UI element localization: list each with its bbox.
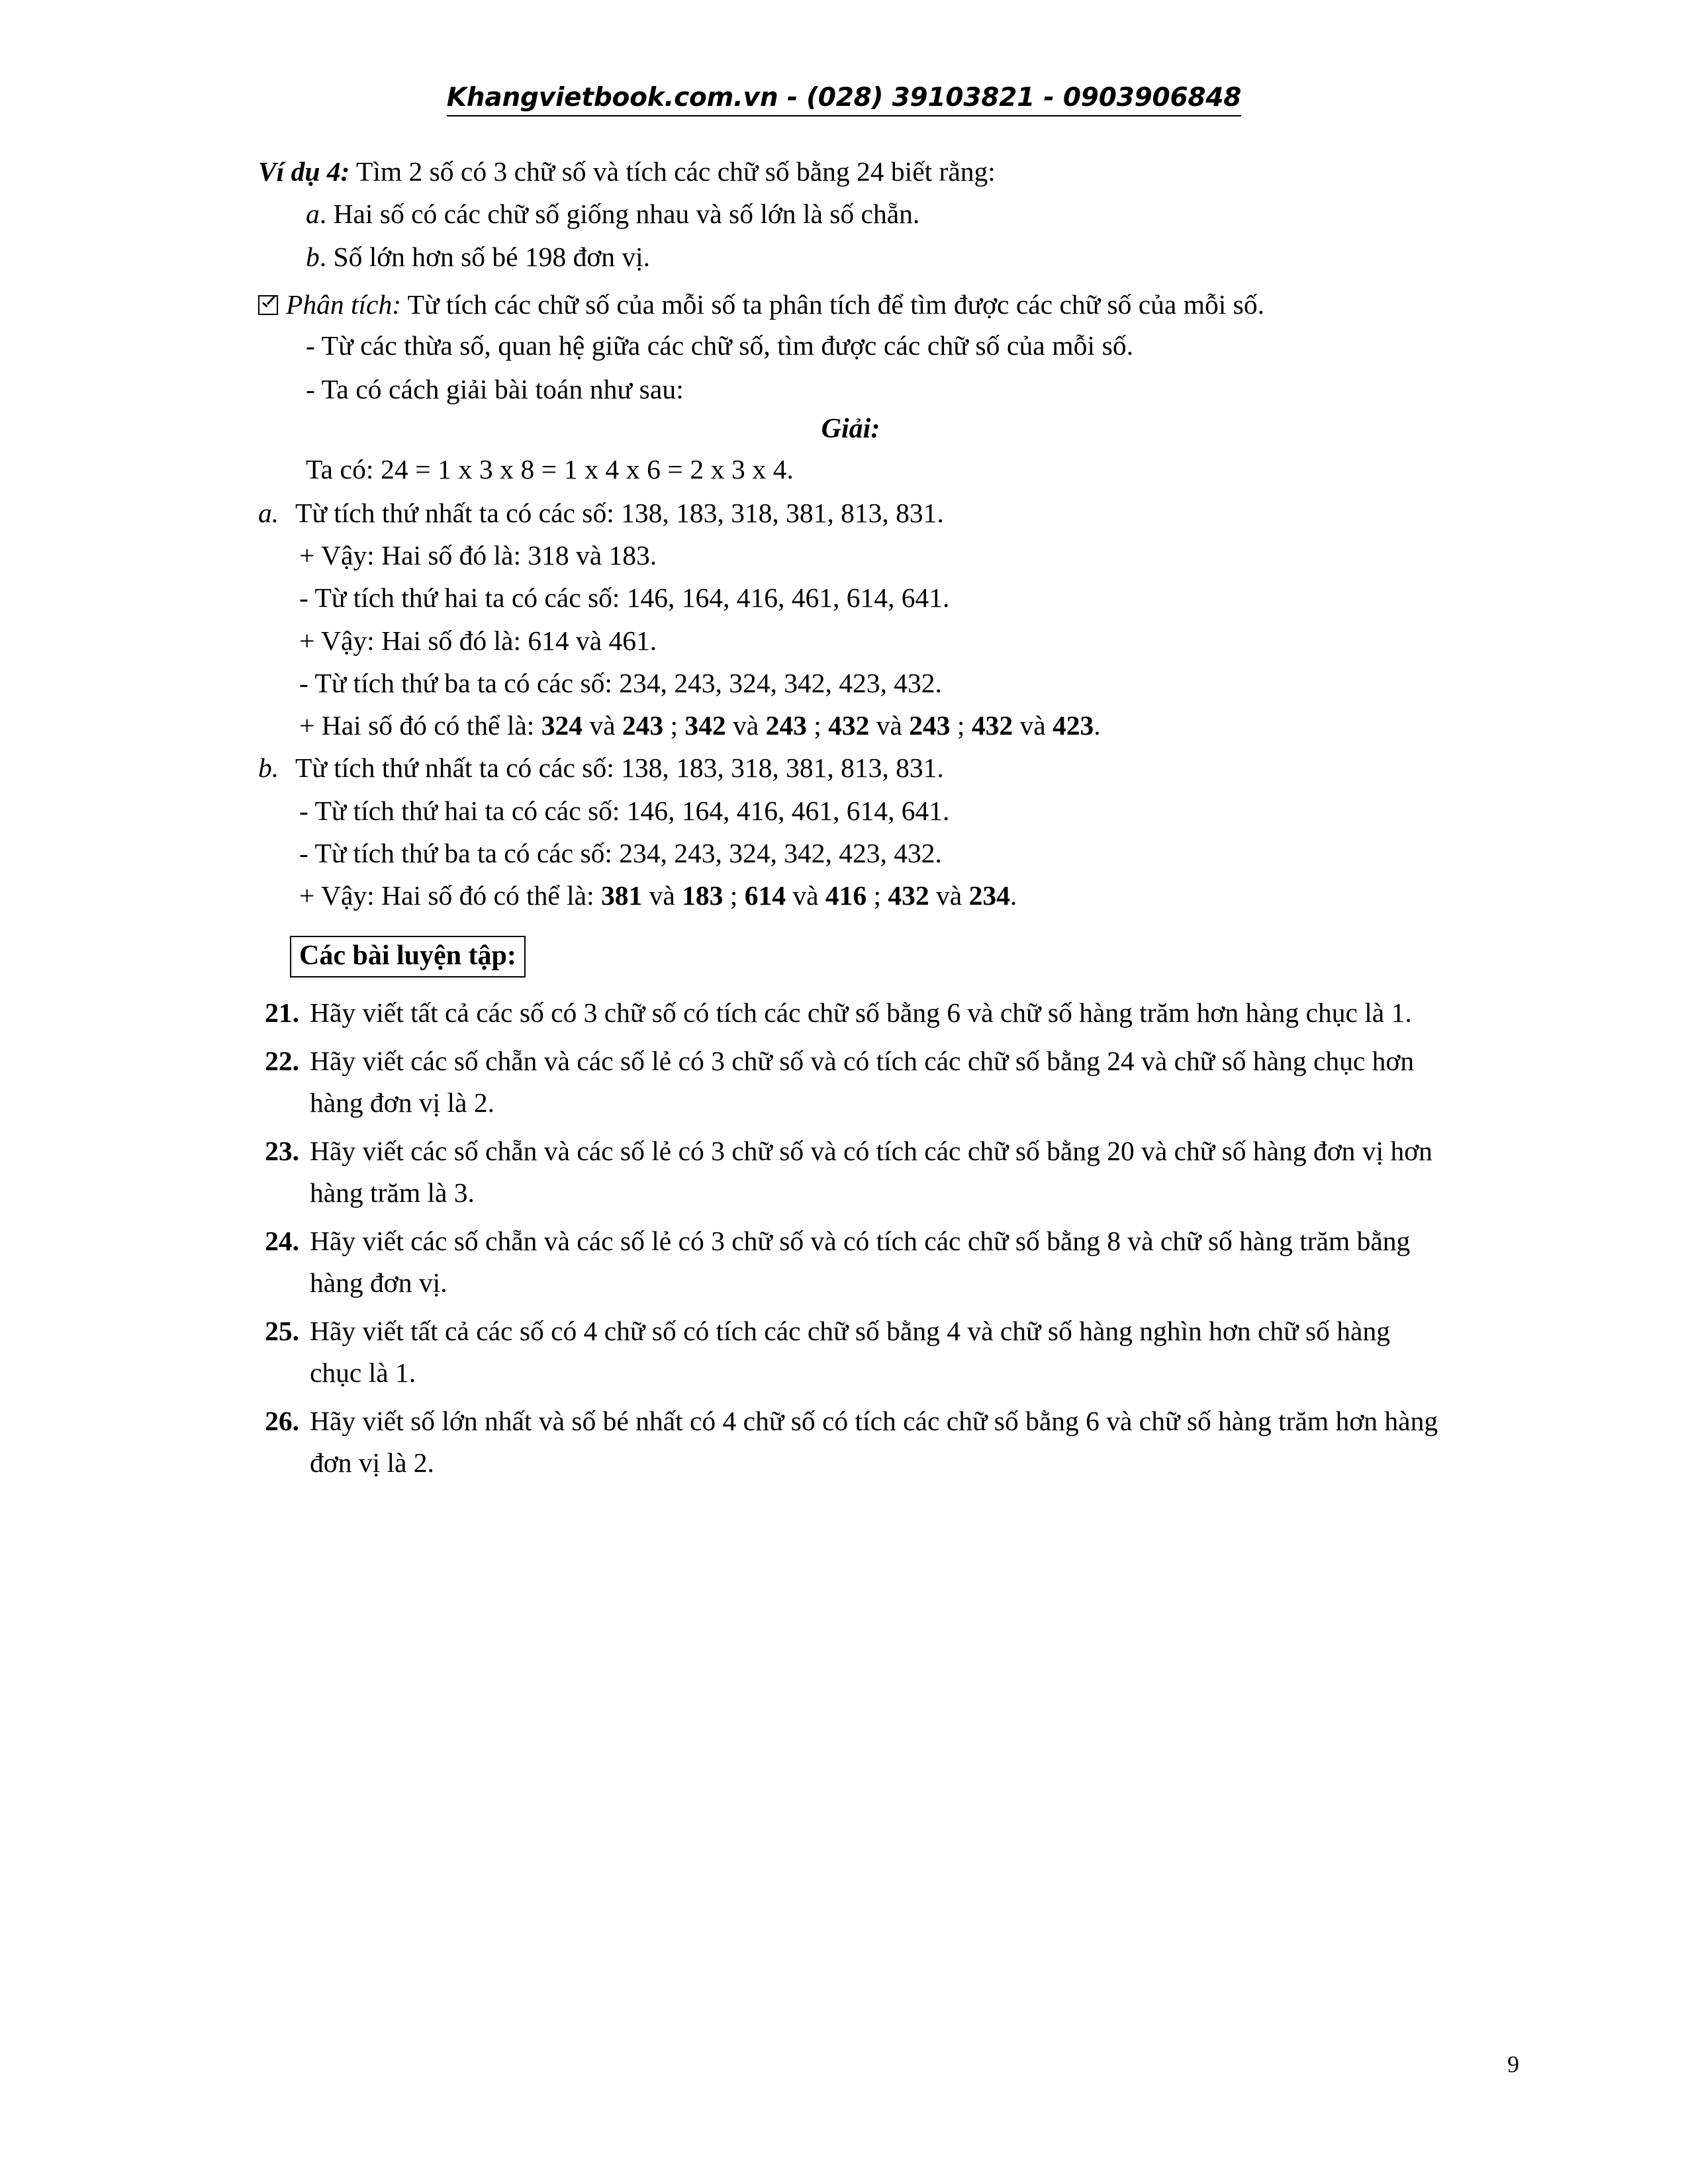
- list-item: [258, 992, 1443, 1034]
- exercise-number: 23.: [265, 1135, 299, 1166]
- list-item: [258, 1040, 1443, 1124]
- solution-a-pair-4-sep: và: [1013, 710, 1053, 741]
- solution-a-result: [258, 705, 1443, 746]
- solution-a-line-2: - Từ tích thứ hai ta có các số: 146, 164, 416, 461, 614, 641.: [299, 582, 950, 614]
- solution-b-pair-1-a: 381: [601, 880, 643, 911]
- solution-a-pair-1-b: 243: [622, 710, 664, 741]
- solution-a-line-1: + Vậy: Hai số đó là: 318 và 183.: [299, 540, 657, 570]
- analysis-text: Từ tích các chữ số của mỗi số ta phân tích để tìm được các chữ số của mỗi số.: [401, 289, 1264, 320]
- analysis-label: Phân tích:: [286, 289, 402, 320]
- exercise-number: 21.: [265, 997, 299, 1028]
- exercise-number: 22.: [265, 1045, 299, 1076]
- example-label: Ví dụ 4:: [258, 156, 350, 187]
- solution-b-pair-1-sep: và: [642, 880, 682, 911]
- solution-part-b: [258, 747, 1443, 788]
- solution-b-pair-3-a: 432: [888, 880, 929, 911]
- solution-part-a-label: a.: [258, 497, 279, 528]
- exercise-number: 25.: [265, 1316, 299, 1347]
- solution-a-sep-1: ;: [663, 710, 685, 741]
- solution-a-sep-3: ;: [950, 710, 972, 741]
- page-number: 9: [1507, 2051, 1519, 2077]
- solution-b-pair-2-b: 416: [825, 880, 867, 911]
- solution-b-result: [258, 875, 1443, 916]
- example-prompt: Tìm 2 số có 3 chữ số và tích các chữ số bằng 24 biết rằng:: [350, 156, 996, 187]
- solution-title: Giải:: [821, 413, 880, 444]
- solution-part-b-first: Từ tích thứ nhất ta có các số: 138, 183, 318, 381, 813, 831.: [295, 752, 944, 784]
- solution-a-pair-2-a: 342: [684, 710, 726, 741]
- example-part-b-text: . Số lớn hơn số bé 198 đơn vị.: [319, 241, 651, 272]
- example-heading: [258, 151, 1443, 192]
- example-part-a-label: a: [306, 199, 320, 230]
- solution-part-a-first: Từ tích thứ nhất ta có các số: 138, 183, 318, 381, 813, 831.: [295, 497, 944, 528]
- checkbox-checked-icon: [258, 295, 278, 315]
- solution-b-sep-2: ;: [867, 880, 888, 911]
- analysis-block: [258, 284, 1443, 325]
- exercise-text: Hãy viết các số chẵn và các số lẻ có 3 chữ số và có tích các chữ số bằng 24 và chữ số hàng chục hơn hàng đơn vị là 2.: [310, 1045, 1415, 1118]
- solution-b-pair-3-sep: và: [929, 880, 969, 911]
- solution-a-pair-3-sep: và: [869, 710, 910, 741]
- example-part-b-label: b: [306, 241, 320, 272]
- list-item: [258, 1220, 1443, 1304]
- exercise-text: Hãy viết số lớn nhất và số bé nhất có 4 chữ số có tích các chữ số bằng 6 và chữ số hàng trăm hơn hàng đơn vị là 2.: [310, 1406, 1438, 1479]
- list-item: [258, 1400, 1443, 1484]
- analysis-bullet-1: - Từ các thừa số, quan hệ giữa các chữ số, tìm được các chữ số của mỗi số.: [306, 330, 1134, 361]
- solution-b-pair-3-b: 234: [968, 880, 1010, 911]
- solution-a-pair-3-a: 432: [828, 710, 870, 741]
- solution-a-pair-4-b: 423: [1052, 710, 1094, 741]
- solution-intro: Ta có: 24 = 1 x 3 x 8 = 1 x 4 x 6 = 2 x 3 x 4.: [306, 453, 794, 484]
- solution-part-b-label: b.: [258, 752, 279, 784]
- exercises-section-title: Các bài luyện tập:: [290, 936, 526, 977]
- solution-b-pair-1-b: 183: [682, 880, 724, 911]
- solution-a-pair-4-a: 432: [971, 710, 1013, 741]
- list-item: [258, 1130, 1443, 1214]
- document-content: [258, 151, 1443, 1490]
- list-item: [258, 1310, 1443, 1394]
- solution-b-pair-2-a: 614: [744, 880, 786, 911]
- solution-a-line-4: - Từ tích thứ ba ta có các số: 234, 243, 324, 342, 423, 432.: [299, 667, 942, 698]
- solution-a-result-end: .: [1094, 710, 1101, 741]
- page-header: [0, 83, 1688, 116]
- example-part-a: [258, 193, 1443, 234]
- exercise-text: Hãy viết các số chẵn và các số lẻ có 3 chữ số và có tích các chữ số bằng 20 và chữ số hàng đơn vị hơn hàng trăm là 3.: [310, 1135, 1432, 1208]
- solution-b-sep-1: ;: [723, 880, 745, 911]
- solution-a-pair-3-b: 243: [909, 710, 951, 741]
- solution-b-line-1: - Từ tích thứ hai ta có các số: 146, 164, 416, 461, 614, 641.: [299, 795, 950, 826]
- example-part-b: [258, 236, 1443, 277]
- exercise-text: Hãy viết các số chẵn và các số lẻ có 3 chữ số và có tích các chữ số bằng 8 và chữ số hàng trăm bằng hàng đơn vị.: [310, 1225, 1411, 1298]
- solution-b-line-2: - Từ tích thứ ba ta có các số: 234, 243, 324, 342, 423, 432.: [299, 837, 942, 868]
- solution-a-pair-2-sep: và: [726, 710, 766, 741]
- example-part-a-text: . Hai số có các chữ số giống nhau và số lớn là số chẵn.: [319, 199, 920, 230]
- solution-b-result-prefix: + Vậy: Hai số đó có thể là:: [299, 880, 601, 911]
- exercises-title-wrap: [258, 936, 1443, 977]
- solution-a-sep-2: ;: [806, 710, 829, 741]
- solution-a-pair-2-b: 243: [765, 710, 807, 741]
- header-text: Khangvietbook.com.vn - (028) 39103821 - 0903906848: [447, 83, 1241, 116]
- exercise-text: Hãy viết tất cả các số có 3 chữ số có tích các chữ số bằng 6 và chữ số hàng trăm hơn hàng chục là 1.: [310, 997, 1412, 1028]
- exercise-number: 24.: [265, 1225, 299, 1256]
- solution-a-pair-1-a: 324: [541, 710, 583, 741]
- solution-b-result-end: .: [1009, 880, 1017, 911]
- exercise-number: 26.: [265, 1406, 299, 1437]
- solution-part-a: [258, 492, 1443, 533]
- solution-a-pair-1-sep: và: [582, 710, 622, 741]
- analysis-bullet-2: - Ta có cách giải bài toán như sau:: [306, 374, 684, 405]
- exercise-text: Hãy viết tất cả các số có 4 chữ số có tích các chữ số bằng 4 và chữ số hàng nghìn hơn chữ số hàng chục là 1.: [310, 1316, 1390, 1388]
- solution-a-result-prefix: + Hai số đó có thể là:: [299, 710, 541, 741]
- solution-a-line-3: + Vậy: Hai số đó là: 614 và 461.: [299, 625, 657, 656]
- solution-b-pair-2-sep: và: [785, 880, 825, 911]
